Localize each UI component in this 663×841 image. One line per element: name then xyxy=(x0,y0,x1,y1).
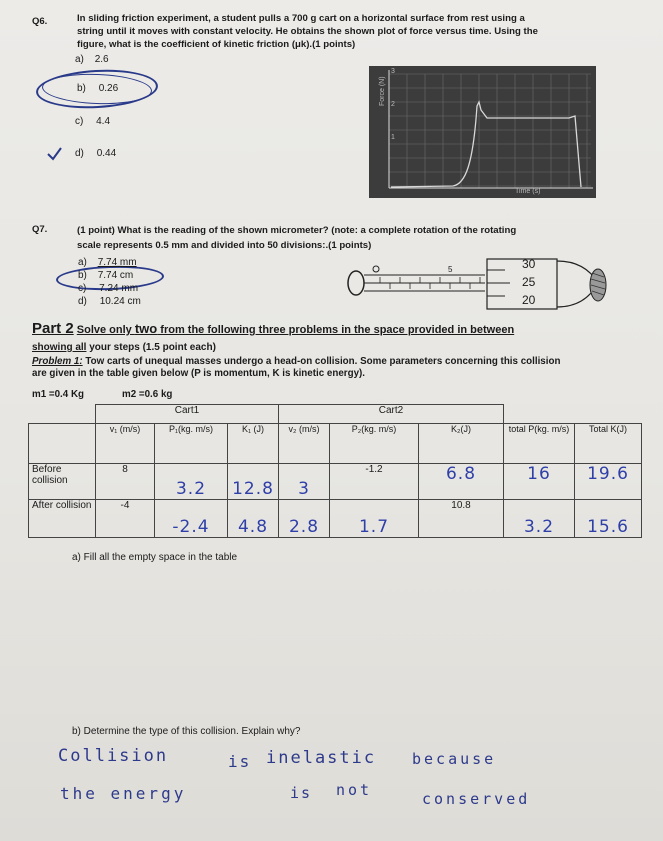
before-total-k: 19.6 xyxy=(575,464,642,500)
q6-text-line2: string until it moves with constant velocity. He obtains the shown plot of force versus time. Using the xyxy=(77,26,538,37)
graph-tick: 3 xyxy=(391,68,395,75)
option-letter: c) xyxy=(78,283,87,294)
part-a-text: a) Fill all the empty space in the table xyxy=(72,552,238,563)
row-label-blank xyxy=(29,424,96,464)
option-value: 2.6 xyxy=(94,54,109,65)
graph-tick: 1 xyxy=(391,134,395,141)
table-corner xyxy=(29,405,96,424)
graph-grid xyxy=(369,66,596,198)
q6-option-a[interactable] xyxy=(75,54,109,65)
q6-option-b[interactable] xyxy=(77,83,118,94)
graph-x-label: Time (s) xyxy=(515,188,541,195)
before-total-p: 16 xyxy=(504,464,575,500)
problem-label: Problem 1: xyxy=(32,356,83,367)
table-row-before xyxy=(29,464,642,500)
before-v2: 3 xyxy=(279,464,330,500)
after-p2: 1.7 xyxy=(330,500,419,538)
thimble-mark-30: 30 xyxy=(522,257,536,271)
before-v1: 8 xyxy=(96,464,155,500)
answer-word: inelastic xyxy=(266,748,377,768)
force-curve xyxy=(391,102,581,187)
problem-text-2: are given in the table given below (P is momentum, K is kinetic energy). xyxy=(32,368,365,379)
header-v1: v₁ (m/s) xyxy=(96,424,155,464)
micrometer-figure xyxy=(340,255,620,318)
option-letter: b) xyxy=(78,270,87,281)
q6-option-c[interactable] xyxy=(75,116,110,127)
part2-heading xyxy=(32,320,514,337)
option-letter: b) xyxy=(77,83,86,94)
force-time-graph xyxy=(369,66,596,198)
thimble-mark-20: 20 xyxy=(522,293,536,307)
mass-m2: m2 =0.6 kg xyxy=(122,389,173,400)
before-p2: -1.2 xyxy=(330,464,419,500)
showing-all-text: showing all xyxy=(32,342,87,353)
before-label: Before collision xyxy=(29,464,96,500)
option-letter: a) xyxy=(78,257,87,268)
sleeve-mark: 5 xyxy=(448,265,453,274)
option-value: 0.26 xyxy=(98,83,119,94)
micrometer-drawing xyxy=(340,255,620,313)
q6-text-line1: In sliding friction experiment, a student pulls a 700 g cart on a horizontal surface from rest using a xyxy=(77,13,525,24)
part2-instruction-line2 xyxy=(32,342,216,353)
option-value: 10.24 cm xyxy=(99,296,141,307)
option-value: 7.74 mm xyxy=(97,257,137,268)
q7-option-a[interactable] xyxy=(78,257,137,268)
q6-option-d[interactable] xyxy=(75,148,116,159)
q7-number: Q7. xyxy=(32,224,48,235)
part2-instruction-a: Solve only xyxy=(76,324,135,336)
q7-text-line2: scale represents 0.5 mm and divided into 50 divisions:.(1 points) xyxy=(77,240,372,251)
header-p2: P₂(kg. m/s) xyxy=(330,424,419,464)
thimble-mark-25: 25 xyxy=(522,275,536,289)
option-value: 7.74 cm xyxy=(97,270,134,281)
after-total-k: 15.6 xyxy=(575,500,642,538)
problem-text-1: Tow carts of unequal masses undergo a head-on collision. Some parameters concerning this collision xyxy=(82,356,561,367)
mass-m1: m1 =0.4 Kg xyxy=(32,389,85,400)
after-k2: 10.8 xyxy=(419,500,504,538)
graph-tick: 2 xyxy=(391,101,395,108)
cart1-header: Cart1 xyxy=(96,405,279,424)
header-p1: P₁(kg. m/s) xyxy=(155,424,228,464)
answer-word: is xyxy=(228,752,252,771)
before-k2: 6.8 xyxy=(419,464,504,500)
header-k2: K₂(J) xyxy=(419,424,504,464)
answer-word: not xyxy=(336,781,373,799)
answer-word: conserved xyxy=(422,790,531,808)
answer-word: Collision xyxy=(58,746,169,766)
after-label: After collision xyxy=(29,500,96,538)
header-total-k: Total K(J) xyxy=(575,424,642,464)
answer-word: is xyxy=(290,784,313,802)
option-letter: d) xyxy=(78,296,87,307)
problem1-text xyxy=(32,356,642,380)
q7-text-line1: (1 point) What is the reading of the shown micrometer? (note: a complete rotation of the rotating xyxy=(77,225,517,236)
option-value: 7.24 mm xyxy=(99,283,139,294)
option-letter: a) xyxy=(75,54,84,65)
part-b-text: b) Determine the type of this collision. Explain why? xyxy=(72,726,301,737)
table-blank xyxy=(504,405,575,424)
graph-y-label: Force (N) xyxy=(379,76,386,106)
after-v1: -4 xyxy=(96,500,155,538)
table-blank xyxy=(575,405,642,424)
header-v2: v₂ (m/s) xyxy=(279,424,330,464)
header-total-p: total P(kg. m/s) xyxy=(504,424,575,464)
collision-table xyxy=(28,404,642,538)
option-value: 0.44 xyxy=(96,148,117,159)
q7-option-c[interactable] xyxy=(78,283,138,294)
part2-instruction-b: from the following three problems in the space provided in between xyxy=(157,324,515,336)
steps-text: your steps (1.5 point each) xyxy=(86,342,216,353)
after-v2: 2.8 xyxy=(279,500,330,538)
q6-text-line3: figure, what is the coefficient of kinetic friction (μk).(1 points) xyxy=(77,39,356,50)
option-value: 4.4 xyxy=(96,116,111,127)
before-p1: 3.2 xyxy=(155,464,228,500)
q7-option-d[interactable] xyxy=(78,296,141,307)
pen-check-mark xyxy=(46,146,64,162)
after-p1: -2.4 xyxy=(155,500,228,538)
cart2-header: Cart2 xyxy=(279,405,504,424)
option-letter: d) xyxy=(75,148,84,159)
after-k1: 4.8 xyxy=(228,500,279,538)
part2-title: Part 2 xyxy=(32,320,74,337)
q7-option-b[interactable] xyxy=(78,270,133,281)
before-k1: 12.8 xyxy=(228,464,279,500)
answer-word: because xyxy=(412,750,497,768)
answer-word: the energy xyxy=(60,784,187,803)
q6-number: Q6. xyxy=(32,16,48,27)
option-letter: c) xyxy=(75,116,84,127)
header-k1: K₁ (J) xyxy=(228,424,279,464)
table-row-after xyxy=(29,500,642,538)
part2-instruction-two: two xyxy=(134,321,158,336)
after-total-p: 3.2 xyxy=(504,500,575,538)
